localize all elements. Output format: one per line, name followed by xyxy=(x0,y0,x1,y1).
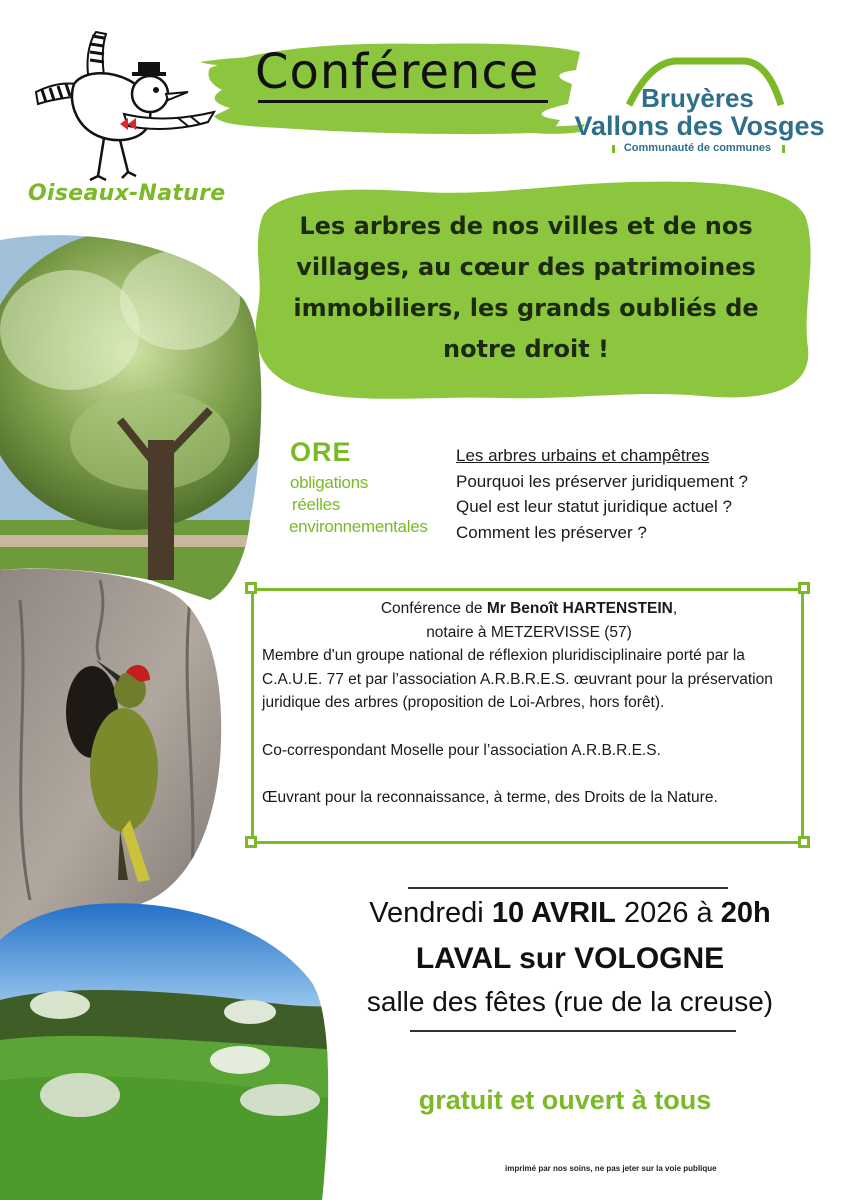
ore-line-2: réelles xyxy=(292,495,340,514)
speaker-role: notaire à METZERVISSE (57) xyxy=(426,623,632,641)
event-date: Vendredi 10 AVRIL 2026 à 20h xyxy=(369,897,771,929)
footer-note: imprimé par nos soins, ne pas jeter sur la voie publique xyxy=(505,1164,717,1173)
title-underline xyxy=(258,100,548,103)
speaker-bio: Membre d'un groupe national de réflexion pluridisciplinaire porté par la C.A.U.E. 77 et par l’association A.R.B.R.E.S. œuvrant pour la préservation juridique des arbres (proposition de Loi-Arbres, hors forêt). xyxy=(262,647,773,712)
speaker-text xyxy=(262,597,796,809)
frame-corner xyxy=(798,836,810,848)
ore-acronym: ORE xyxy=(290,437,352,467)
conference-title: Conférence xyxy=(255,44,540,100)
frame-corner xyxy=(798,582,810,594)
speaker-co-correspondent: Co-correspondant Moselle pour l’association A.R.B.R.E.S. xyxy=(262,741,661,759)
frame-corner xyxy=(245,582,257,594)
event-place: LAVAL sur VOLOGNE xyxy=(415,942,725,975)
topics-heading: Les arbres urbains et champêtres xyxy=(456,446,710,465)
speaker-intro-line: Conférence de Mr Benoît HARTENSTEIN, xyxy=(380,600,678,617)
logo-line-1: Bruyères xyxy=(641,83,754,113)
topic-question-2: Quel est leur statut juridique actuel ? xyxy=(456,497,732,516)
topic-question-1: Pourquoi les préserver juridiquement ? xyxy=(456,472,748,491)
speaker-name: Mr Benoît HARTENSTEIN xyxy=(486,600,673,617)
ore-line-1: obligations xyxy=(290,473,368,492)
topic-question-3: Comment les préserver ? xyxy=(456,523,647,542)
ore-line-3: environnementales xyxy=(289,517,428,536)
free-admission: gratuit et ouvert à tous xyxy=(418,1085,712,1115)
event-rule-bottom xyxy=(410,1030,736,1032)
event-rule-top xyxy=(408,887,728,889)
bird-mascot-icon xyxy=(28,26,228,186)
headline: Les arbres de nos villes et de nos villages, au cœur des patrimoines immobiliers, les grands oubliés de notre droit ! xyxy=(293,212,759,363)
frame-corner xyxy=(245,836,257,848)
logo-tick-right xyxy=(782,145,785,153)
speaker-rights: Œuvrant pour la reconnaissance, à terme, des Droits de la Nature. xyxy=(262,788,718,806)
logo-line-3: Communauté de communes xyxy=(623,142,772,154)
logo-line-2: Vallons des Vosges xyxy=(574,111,825,141)
event-venue: salle des fêtes (rue de la creuse) xyxy=(366,986,774,1017)
logo-tick-left xyxy=(612,145,615,153)
organization-name: Oiseaux-Nature xyxy=(28,181,226,206)
